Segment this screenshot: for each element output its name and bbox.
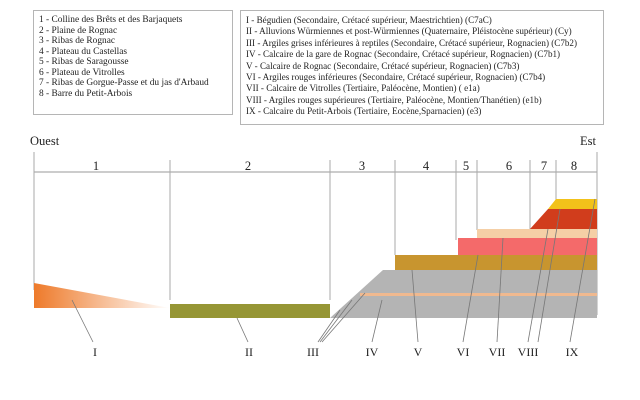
site-legend-item: 8 - Barre du Petit-Arbois (39, 88, 133, 99)
argiles-rouges-superieures-layer (530, 209, 597, 229)
site-number: 8 (570, 159, 578, 173)
west-label: Ouest (30, 134, 60, 148)
site-legend-item: 1 - Colline des Brêts et des Barjaquets (39, 15, 183, 25)
site-number: 1 (92, 159, 100, 173)
calcaire-rognac-layer (395, 255, 597, 270)
calcaire-vitrolles-layer (477, 229, 597, 238)
layer-legend-item: VII - Calcaire de Vitrolles (Tertiaire, Paléocène, Montien) ( e1a) (246, 83, 480, 94)
alluvions-layer (170, 304, 330, 318)
layer-label: VI (456, 345, 470, 359)
layer-label: V (413, 345, 423, 359)
layer-label: III (307, 345, 319, 359)
site-number: 4 (422, 159, 430, 173)
site-number: 2 (244, 159, 252, 173)
layer-legend-item: IX - Calcaire du Petit-Arbois (Tertiaire, Eocène,Sparnacien) (e3) (246, 106, 482, 117)
layer-label: VIII (517, 345, 539, 359)
layer-label: I (93, 345, 97, 359)
layer-labels (93, 345, 579, 359)
layer-label: II (245, 345, 253, 359)
layer-legend-item: VI - Argiles rouges inférieures (Secondaire, Crétacé supérieur, Rognacien) (C7b4) (246, 72, 546, 83)
site-legend-item: 5 - Ribas de Saragousse (39, 57, 129, 67)
site-legend-item: 7 - Ribas de Gorgue-Passe et du jas d'Arbaud (39, 78, 209, 88)
argiles-rouges-inferieures-layer (458, 238, 597, 255)
east-label: Est (580, 134, 596, 148)
layer-label: IV (365, 345, 379, 359)
site-legend-item: 2 - Plaine de Rognac (39, 25, 118, 36)
layer-legend-item: III - Argiles grises inférieures à reptiles (Secondaire, Crétacé supérieur, Rognacien) (C7b2) (246, 37, 578, 48)
layer-legend-item: IV - Calcaire de la gare de Rognac (Secondaire, Crétacé supérieur, Rognacien) (C7b1) (246, 49, 561, 60)
site-legend-item: 3 - Ribas de Rognac (39, 36, 116, 46)
layer-label: VII (488, 345, 506, 359)
site-numbers (93, 159, 577, 173)
layer-legend-item: V - Calcaire de Rognac (Secondaire, Crétacé supérieur, Rognacien) (C7b3) (246, 60, 520, 71)
site-legend-item: 4 - Plateau du Castellas (39, 46, 128, 57)
site-number: 6 (505, 159, 513, 173)
layer-legend-item: II - Alluvions Würmiennes et post-Würmiennes (Quaternaire, Pléistocène supérieur) (Cy) (246, 26, 572, 37)
site-number: 3 (358, 159, 366, 173)
layer-legend-item: I - Bégudien (Secondaire, Crétacé supérieur, Maestrichtien) (C7aC) (246, 15, 492, 25)
calcaire-petit-arbois-layer (548, 199, 597, 209)
site-number: 5 (462, 159, 470, 173)
leader-line (237, 318, 248, 342)
calcaire-gare-band (360, 293, 597, 296)
layer-label: IX (565, 345, 579, 359)
begudien-layer (34, 283, 170, 308)
layer-legend-item: VIII - Argiles rouges supérieures (Tertiaire, Paléocène, Montien/Thanétien) (e1b) (246, 94, 542, 105)
site-legend-item: 6 - Plateau de Vitrolles (39, 67, 125, 78)
site-number: 7 (540, 159, 548, 173)
